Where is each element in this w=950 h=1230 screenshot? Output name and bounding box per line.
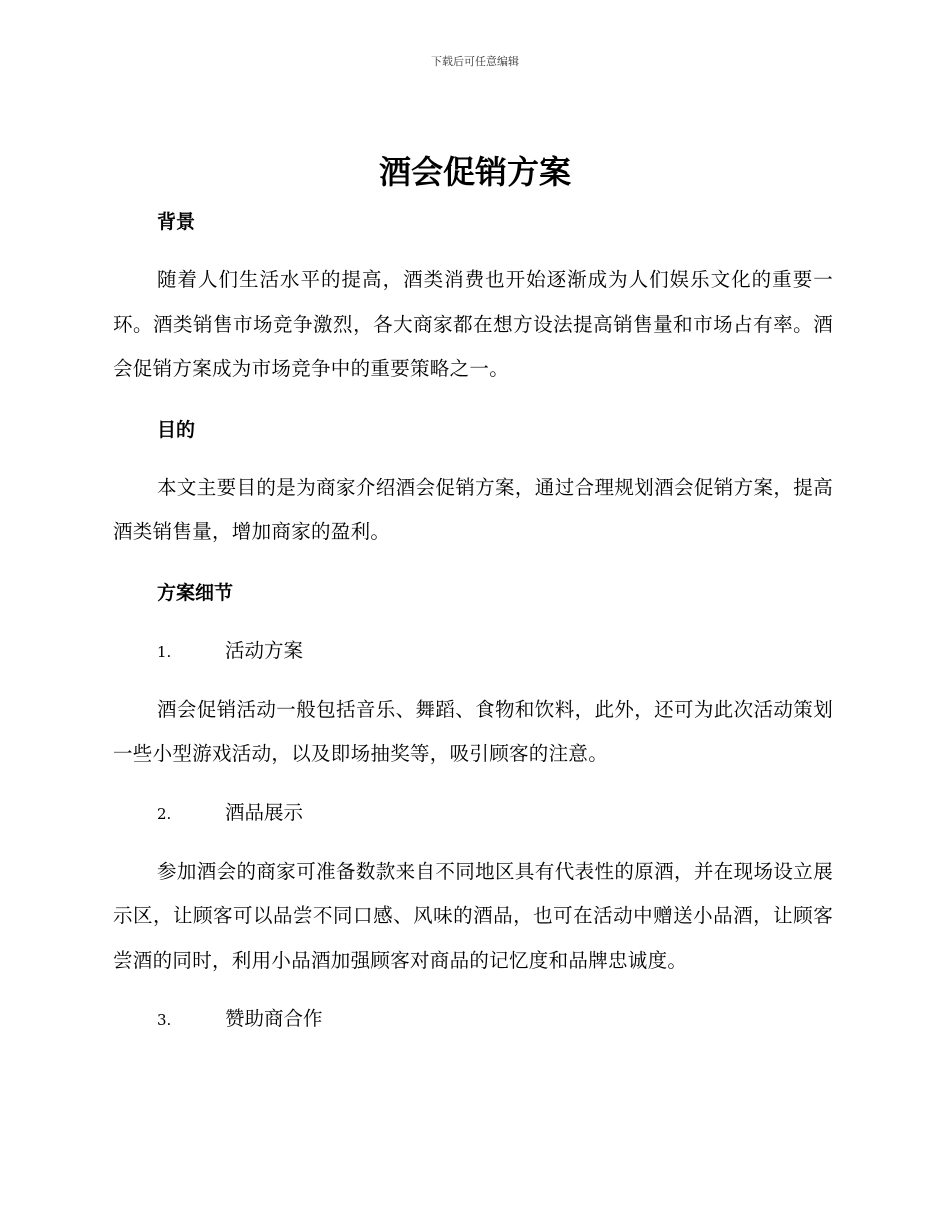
section-heading-details: 方案细节 bbox=[157, 581, 234, 604]
page-header-note: 下载后可任意编辑 bbox=[431, 55, 519, 68]
list-item-label: 活动方案 bbox=[225, 638, 304, 662]
list-item-label: 赞助商合作 bbox=[225, 1007, 323, 1030]
paragraph-wine-display: 参加酒会的商家可准备数款来自不同地区具有代表性的原酒，并在现场设立展示区，让顾客可以品尝不同口感、风味的酒品，也可在活动中赠送小品酒，让顾客尝酒的同时，利用小品酒加强顾客对商品的记忆度和品牌忠诚度。 bbox=[113, 859, 833, 972]
list-item-sponsor-cooperation bbox=[113, 997, 833, 1042]
list-item-wine-display bbox=[113, 791, 833, 836]
list-item-activity-plan bbox=[113, 629, 833, 674]
section-heading-purpose: 目的 bbox=[157, 418, 196, 441]
section-heading-background: 背景 bbox=[157, 211, 196, 233]
paragraph-background: 随着人们生活水平的提高，酒类消费也开始逐渐成为人们娱乐文化的重要一环。酒类销售市场竞争激烈，各大商家都在想方设法提高销售量和市场占有率。酒会促销方案成为市场竞争中的重要策略之一。 bbox=[113, 268, 833, 380]
list-number: 3. bbox=[157, 1011, 172, 1029]
list-number: 2. bbox=[157, 804, 172, 823]
paragraph-activity-plan: 酒会促销活动一般包括音乐、舞蹈、食物和饮料，此外，还可为此次活动策划一些小型游戏活动，以及即场抽奖等，吸引顾客的注意。 bbox=[113, 697, 833, 765]
list-item-label: 酒品展示 bbox=[225, 800, 304, 824]
paragraph-purpose: 本文主要目的是为商家介绍酒会促销方案，通过合理规划酒会促销方案，提高酒类销售量，增加商家的盈利。 bbox=[113, 475, 833, 543]
document-body bbox=[113, 200, 833, 1042]
page-title: 酒会促销方案 bbox=[378, 153, 571, 191]
list-number: 1. bbox=[157, 642, 172, 661]
